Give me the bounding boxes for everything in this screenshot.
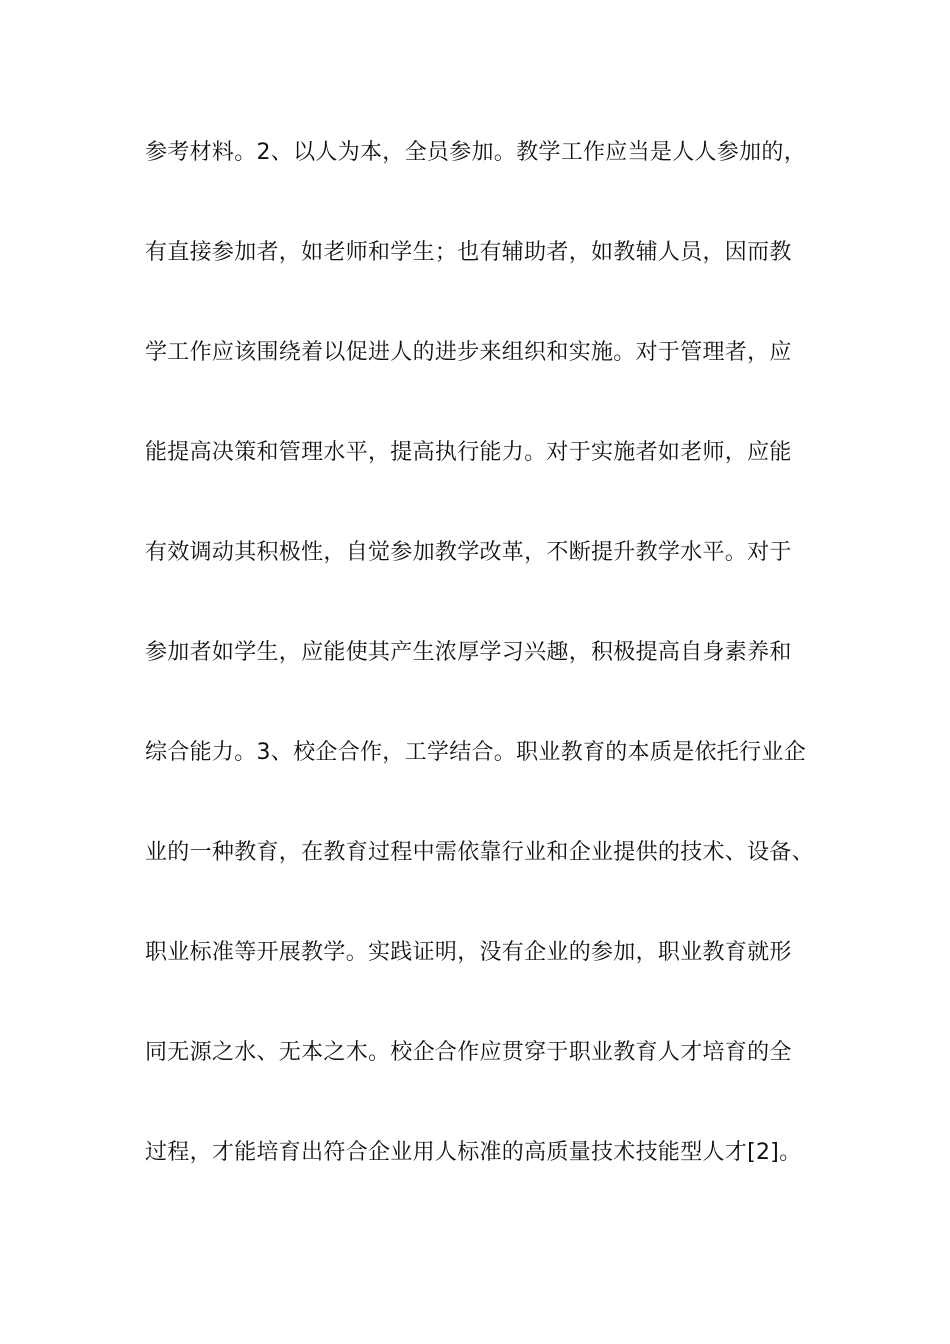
- text-line: 学工作应该围绕着以促进人的进步来组织和实施。对于管理者，应: [145, 340, 792, 365]
- text-line: 参加者如学生，应能使其产生浓厚学习兴趣，积极提高自身素养和: [145, 640, 792, 665]
- text-line: 过程，才能培育出符合企业用人标准的高质量技术技能型人才[2]。: [145, 1140, 802, 1165]
- text-line: 有效调动其积极性，自觉参加教学改革，不断提升教学水平。对于: [145, 540, 792, 565]
- text-line: 职业标准等开展教学。实践证明，没有企业的参加，职业教育就形: [145, 940, 792, 965]
- text-line: 同无源之水、无本之木。校企合作应贯穿于职业教育人才培育的全: [145, 1040, 792, 1065]
- body-text: [145, 130, 825, 1230]
- text-line: 能提高决策和管理水平，提高执行能力。对于实施者如老师，应能: [145, 440, 792, 465]
- text-line: 有直接参加者，如老师和学生；也有辅助者，如教辅人员，因而教: [145, 240, 792, 265]
- text-line: 参考材料。2、以人为本，全员参加。教学工作应当是人人参加的，: [145, 140, 806, 165]
- text-line: 综合能力。3、校企合作，工学结合。职业教育的本质是依托行业企: [145, 740, 806, 765]
- text-line: 业的一种教育，在教育过程中需依靠行业和企业提供的技术、设备、: [145, 840, 815, 865]
